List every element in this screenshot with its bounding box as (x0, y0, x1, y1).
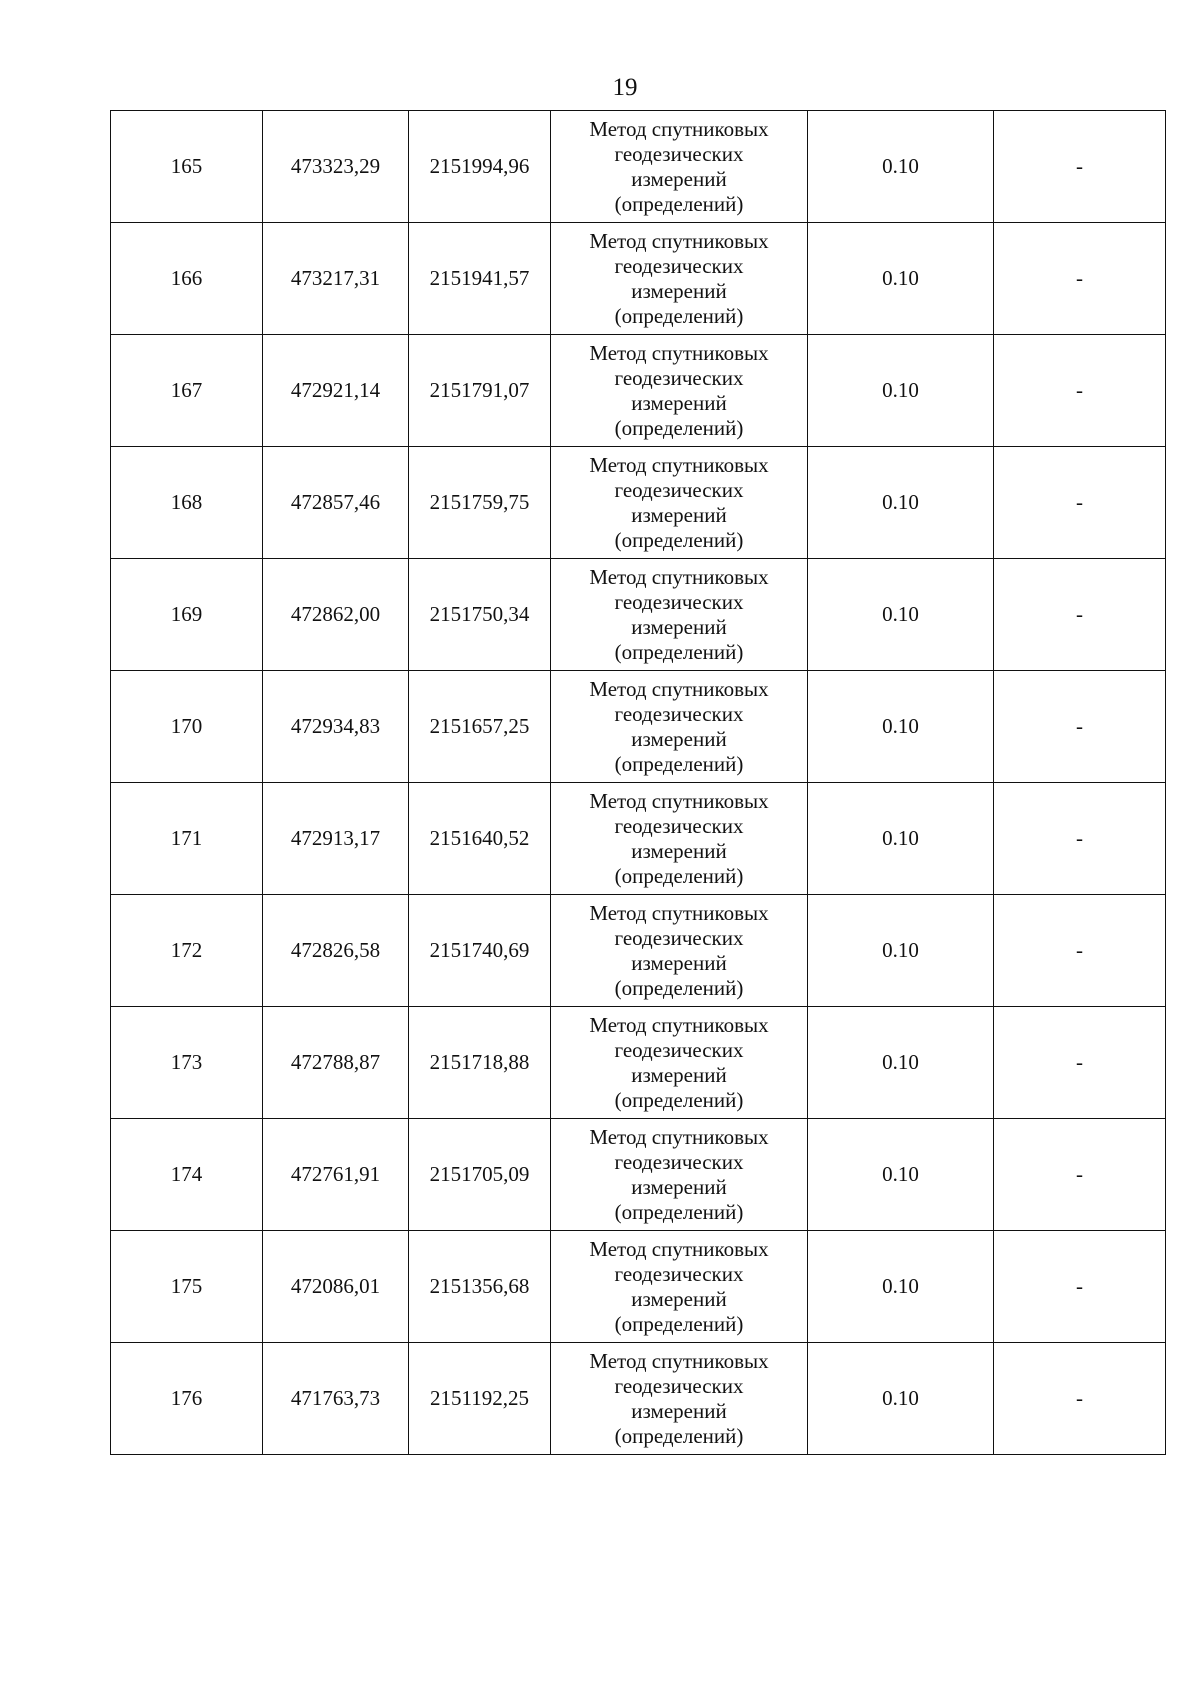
y-coordinate-cell: 2151791,07 (409, 335, 551, 447)
note-cell: - (994, 1343, 1166, 1455)
method-line: измерений (631, 1174, 727, 1199)
point-number-cell: 166 (111, 223, 263, 335)
point-number-cell: 167 (111, 335, 263, 447)
method-cell (551, 1343, 808, 1455)
y-coordinate-cell: 2151740,69 (409, 895, 551, 1007)
method-line: Метод спутниковых (589, 452, 769, 477)
method-line: (определений) (614, 1087, 744, 1112)
method-line: геодезических (614, 925, 744, 950)
precision-cell: 0.10 (808, 1007, 994, 1119)
y-coordinate-cell: 2151192,25 (409, 1343, 551, 1455)
y-coordinate-cell: 2151759,75 (409, 447, 551, 559)
point-number-cell: 173 (111, 1007, 263, 1119)
x-coordinate-cell: 472788,87 (263, 1007, 409, 1119)
method-line: (определений) (614, 1311, 744, 1336)
method-cell (551, 335, 808, 447)
table-row (111, 335, 1166, 447)
method-line: (определений) (614, 415, 744, 440)
method-line: (определений) (614, 527, 744, 552)
method-line: Метод спутниковых (589, 116, 769, 141)
note-cell: - (994, 111, 1166, 223)
y-coordinate-cell: 2151356,68 (409, 1231, 551, 1343)
method-line: измерений (631, 390, 727, 415)
method-line: геодезических (614, 253, 744, 278)
note-cell: - (994, 335, 1166, 447)
method-line: геодезических (614, 1261, 744, 1286)
method-line: измерений (631, 166, 727, 191)
method-line: измерений (631, 278, 727, 303)
x-coordinate-cell: 471763,73 (263, 1343, 409, 1455)
point-number-cell: 168 (111, 447, 263, 559)
method-line: Метод спутниковых (589, 1236, 769, 1261)
precision-cell: 0.10 (808, 335, 994, 447)
x-coordinate-cell: 472934,83 (263, 671, 409, 783)
y-coordinate-cell: 2151657,25 (409, 671, 551, 783)
x-coordinate-cell: 472921,14 (263, 335, 409, 447)
note-cell: - (994, 895, 1166, 1007)
method-cell (551, 223, 808, 335)
table-row (111, 111, 1166, 223)
precision-cell: 0.10 (808, 783, 994, 895)
method-cell (551, 1007, 808, 1119)
note-cell: - (994, 1119, 1166, 1231)
method-line: геодезических (614, 589, 744, 614)
table-row (111, 783, 1166, 895)
page-number: 19 (612, 74, 638, 101)
y-coordinate-cell: 2151718,88 (409, 1007, 551, 1119)
note-cell: - (994, 559, 1166, 671)
method-line: измерений (631, 1062, 727, 1087)
method-line: Метод спутниковых (589, 1012, 769, 1037)
y-coordinate-cell: 2151750,34 (409, 559, 551, 671)
precision-cell: 0.10 (808, 559, 994, 671)
method-line: Метод спутниковых (589, 228, 769, 253)
x-coordinate-cell: 472913,17 (263, 783, 409, 895)
method-line: геодезических (614, 1373, 744, 1398)
method-cell (551, 447, 808, 559)
method-line: (определений) (614, 1423, 744, 1448)
table-row (111, 559, 1166, 671)
method-cell (551, 559, 808, 671)
table-row (111, 447, 1166, 559)
point-number-cell: 169 (111, 559, 263, 671)
method-cell (551, 895, 808, 1007)
method-line: Метод спутниковых (589, 676, 769, 701)
method-cell (551, 1119, 808, 1231)
method-line: геодезических (614, 1037, 744, 1062)
note-cell: - (994, 447, 1166, 559)
method-line: (определений) (614, 751, 744, 776)
precision-cell: 0.10 (808, 223, 994, 335)
precision-cell: 0.10 (808, 895, 994, 1007)
y-coordinate-cell: 2151705,09 (409, 1119, 551, 1231)
precision-cell: 0.10 (808, 1343, 994, 1455)
method-line: измерений (631, 502, 727, 527)
table-row (111, 1119, 1166, 1231)
point-number-cell: 172 (111, 895, 263, 1007)
note-cell: - (994, 783, 1166, 895)
precision-cell: 0.10 (808, 1119, 994, 1231)
x-coordinate-cell: 472086,01 (263, 1231, 409, 1343)
method-line: геодезических (614, 477, 744, 502)
method-line: Метод спутниковых (589, 788, 769, 813)
method-line: геодезических (614, 1149, 744, 1174)
table-row (111, 223, 1166, 335)
method-line: измерений (631, 1286, 727, 1311)
method-line: измерений (631, 726, 727, 751)
precision-cell: 0.10 (808, 111, 994, 223)
note-cell: - (994, 223, 1166, 335)
method-line: геодезических (614, 365, 744, 390)
method-line: (определений) (614, 863, 744, 888)
method-line: Метод спутниковых (589, 340, 769, 365)
method-line: (определений) (614, 1199, 744, 1224)
point-number-cell: 174 (111, 1119, 263, 1231)
x-coordinate-cell: 472857,46 (263, 447, 409, 559)
point-number-cell: 176 (111, 1343, 263, 1455)
method-line: геодезических (614, 701, 744, 726)
point-number-cell: 170 (111, 671, 263, 783)
method-line: Метод спутниковых (589, 900, 769, 925)
table-row (111, 1231, 1166, 1343)
point-number-cell: 165 (111, 111, 263, 223)
method-line: Метод спутниковых (589, 1348, 769, 1373)
x-coordinate-cell: 473323,29 (263, 111, 409, 223)
method-line: измерений (631, 838, 727, 863)
table-row (111, 895, 1166, 1007)
method-line: (определений) (614, 303, 744, 328)
note-cell: - (994, 671, 1166, 783)
table-row (111, 1007, 1166, 1119)
note-cell: - (994, 1231, 1166, 1343)
precision-cell: 0.10 (808, 671, 994, 783)
x-coordinate-cell: 472862,00 (263, 559, 409, 671)
precision-cell: 0.10 (808, 447, 994, 559)
method-line: (определений) (614, 639, 744, 664)
method-line: измерений (631, 614, 727, 639)
method-line: геодезических (614, 141, 744, 166)
method-line: измерений (631, 1398, 727, 1423)
table-row (111, 671, 1166, 783)
method-cell (551, 783, 808, 895)
method-cell (551, 671, 808, 783)
precision-cell: 0.10 (808, 1231, 994, 1343)
y-coordinate-cell: 2151941,57 (409, 223, 551, 335)
table-row (111, 1343, 1166, 1455)
method-cell (551, 1231, 808, 1343)
method-line: измерений (631, 950, 727, 975)
method-cell (551, 111, 808, 223)
method-line: геодезических (614, 813, 744, 838)
y-coordinate-cell: 2151640,52 (409, 783, 551, 895)
coordinates-table (110, 110, 1166, 1455)
x-coordinate-cell: 472826,58 (263, 895, 409, 1007)
note-cell: - (994, 1007, 1166, 1119)
point-number-cell: 171 (111, 783, 263, 895)
table-body (111, 111, 1166, 1455)
method-line: Метод спутниковых (589, 564, 769, 589)
method-line: (определений) (614, 975, 744, 1000)
point-number-cell: 175 (111, 1231, 263, 1343)
method-line: (определений) (614, 191, 744, 216)
x-coordinate-cell: 472761,91 (263, 1119, 409, 1231)
method-line: Метод спутниковых (589, 1124, 769, 1149)
x-coordinate-cell: 473217,31 (263, 223, 409, 335)
y-coordinate-cell: 2151994,96 (409, 111, 551, 223)
